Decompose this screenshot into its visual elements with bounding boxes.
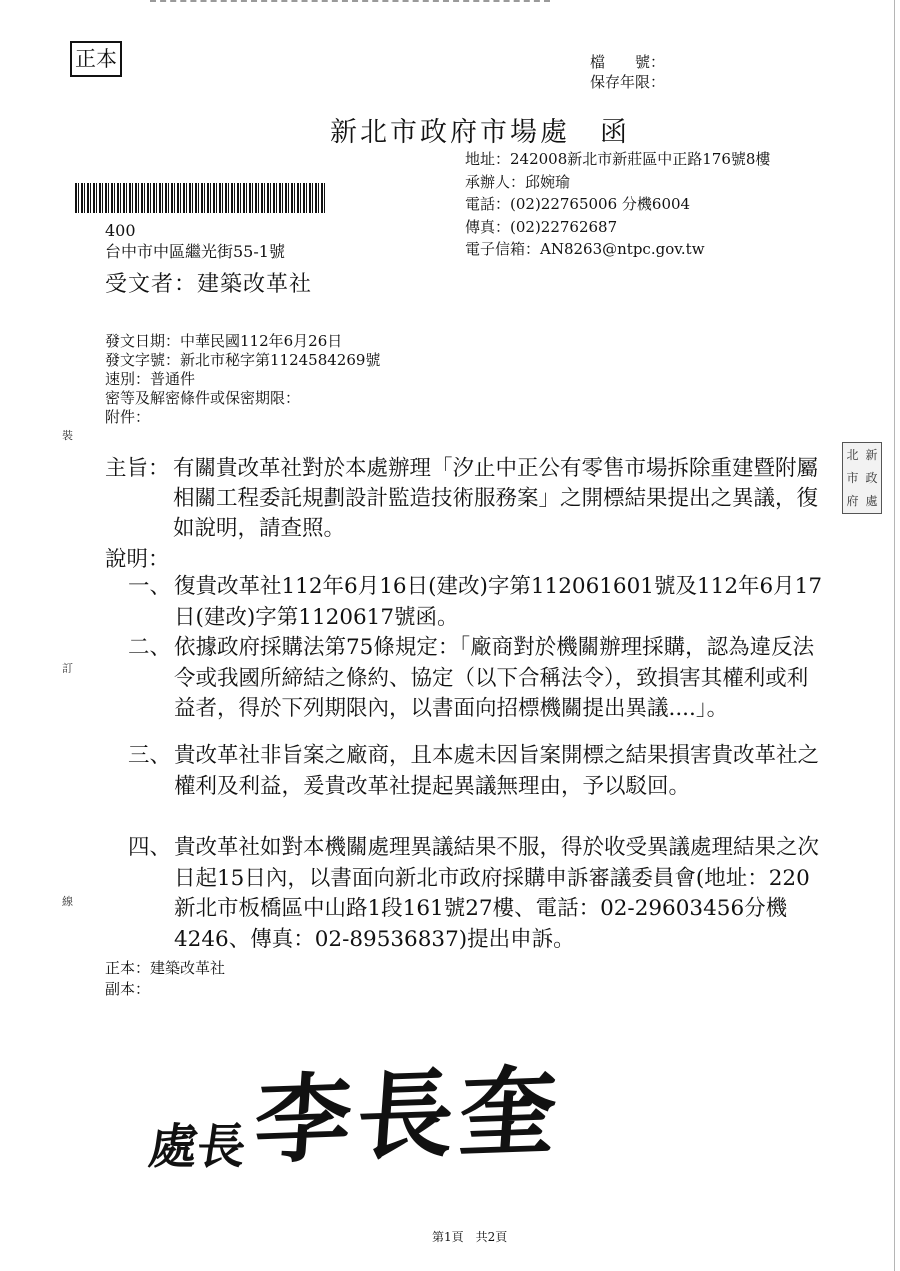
item-number: 一、 [128, 574, 172, 599]
page-number: 第1頁 共2頁 [432, 1230, 508, 1244]
fax-number: 傳真：(02)22762687 [465, 217, 618, 236]
official-seal-stamp: 北 新 市 政 府 處 [842, 442, 882, 514]
item-text: 貴改革社如對本機關處理異議結果不服，得於收受異議處理結果之次日起15日內，以書面向新北市政府採購申訴審議委員會(地址：220新北市板橋區中山路1段161號27樓、電話：02-29603456分機4246、傳真：02-89536837)提出申訴。 [174, 835, 820, 952]
subject-text: 有關貴改革社對於本處辦理「汐止中正公有零售市場拆除重建暨附屬相關工程委託規劃設計監造技術服務案」之開標結果提出之異議，復如說明，請查照。 [173, 456, 819, 541]
delivery-speed: 速別：普通件 [105, 370, 196, 388]
recipient: 受文者：建築改革社 [105, 272, 313, 297]
item-text: 貴改革社非旨案之廠商，且本處未因旨案開標之結果損害貴改革社之權利及利益，爰貴改革社提起異議無理由，予以駁回。 [174, 743, 820, 799]
secrecy-level: 密等及解密條件或保密期限： [105, 389, 301, 407]
original-copy-mark: 正本 [70, 41, 122, 77]
copy-recipient: 副本： [105, 980, 151, 998]
distribution-list [105, 958, 225, 1000]
original-recipient: 正本：建築改革社 [105, 959, 226, 977]
dispatch-date: 發文日期：中華民國112年6月26日 [105, 332, 343, 350]
mail-barcode [75, 183, 325, 213]
signature-name: 李長奎 [251, 1053, 566, 1178]
document-number: 發文字號：新北市秘字第1124584269號 [105, 351, 381, 369]
explanation-item [128, 833, 828, 955]
document-title: 新北市政府市場處 函 [330, 117, 630, 148]
binding-mark-ding: 訂 [62, 662, 73, 675]
signature-title: 處長 [145, 1119, 250, 1175]
explanation-item [128, 741, 828, 802]
archive-number-label: 檔 號： [590, 53, 666, 71]
phone-number: 電話：(02)22765006 分機6004 [465, 195, 691, 213]
binding-mark-zhuang: 裝 [62, 429, 73, 442]
mailing-address-block [105, 220, 285, 262]
item-number: 二、 [128, 635, 172, 660]
office-address: 地址：242008新北市新莊區中正路176號8樓 [465, 150, 771, 168]
item-number: 三、 [128, 743, 172, 768]
subject-label: 主旨： [105, 456, 170, 481]
contact-block [465, 148, 770, 261]
binding-mark-xian: 線 [62, 895, 73, 908]
case-officer: 承辦人：邱婉瑜 [465, 172, 571, 191]
item-number: 四、 [128, 835, 172, 860]
top-edge-dashes [150, 0, 550, 5]
explanation-label: 說明： [105, 547, 170, 572]
attachments: 附件： [105, 408, 151, 426]
recipient-address: 台中市中區繼光街55-1號 [105, 242, 285, 261]
archive-info [590, 52, 665, 92]
page-edge-line [894, 0, 895, 1271]
email-address: 電子信箱：AN8263@ntpc.gov.tw [465, 240, 705, 258]
director-signature [145, 1040, 566, 1178]
dispatch-meta [105, 332, 380, 427]
retention-period-label: 保存年限： [590, 73, 666, 91]
subject-section [105, 454, 825, 544]
explanation-item [128, 572, 828, 633]
postal-code: 400 [105, 221, 136, 240]
item-text: 依據政府採購法第75條規定：「廠商對於機關辦理採購，認為違反法令或我國所締結之條約、協定（以下合稱法令），致損害其權利或利益者，得於下列期限內，以書面向招標機關提出異議....」。 [174, 635, 815, 721]
explanation-item [128, 633, 828, 725]
item-text: 復貴改革社112年6月16日(建改)字第112061601號及112年6月17日(建改)字第1120617號函。 [174, 574, 823, 630]
